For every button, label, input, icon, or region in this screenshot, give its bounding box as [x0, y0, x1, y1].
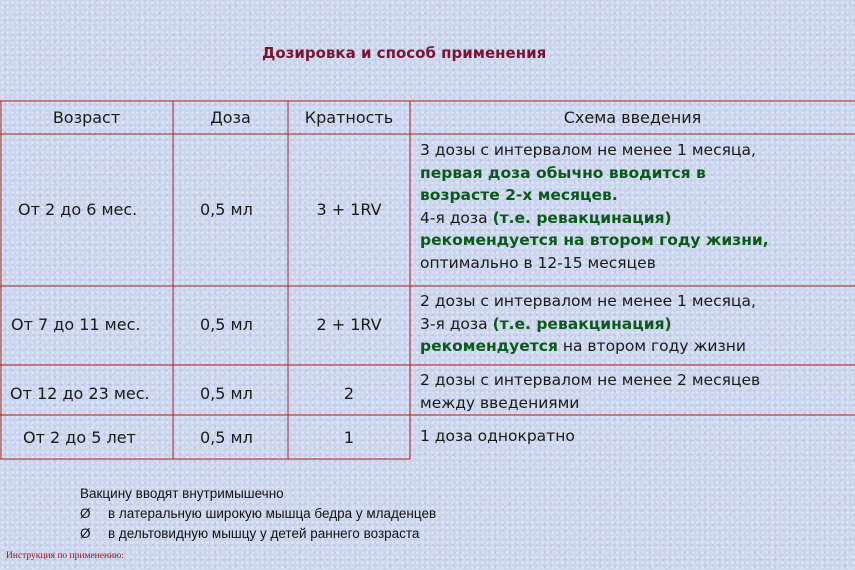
schema-line [420, 162, 769, 185]
schema-line [420, 425, 575, 448]
arrow-bullet-icon: Ø [80, 526, 91, 541]
row3-schema [420, 369, 760, 414]
schema-highlight-text: рекомендуется [420, 337, 558, 355]
schema-text: 2 дозы с интервалом не менее 2 месяцев [420, 371, 761, 389]
schema-line [420, 252, 769, 275]
row1-schema [420, 139, 769, 274]
administration-notes [80, 484, 436, 544]
notes-intro: Вакцину вводят внутримышечно [80, 486, 284, 501]
notes-item [80, 504, 436, 524]
schema-text: 1 доза однократно [420, 427, 575, 445]
schema-line [420, 184, 769, 207]
schema-text: 3-я доза [420, 314, 493, 333]
schema-highlight-text: первая доза обычно вводится в [420, 163, 706, 182]
schema-text: 2 дозы с интервалом не менее 1 месяца, [420, 292, 756, 310]
schema-line [420, 207, 769, 230]
schema-line [420, 369, 760, 392]
schema-line [420, 290, 756, 313]
schema-line [420, 313, 756, 336]
row4-schema [420, 425, 575, 448]
schema-text: оптимально в 12-15 месяцев [420, 253, 656, 272]
row1-frequency: 3 + 1RV [316, 200, 382, 219]
row1-dose: 0,5 мл [200, 200, 253, 219]
schema-highlight-text: возрасте 2-х месяцев. [420, 186, 618, 204]
row3-age: От 12 до 23 мес. [10, 384, 150, 403]
header-frequency: Кратность [304, 108, 394, 127]
schema-line [420, 392, 760, 415]
row1-age: От 2 до 6 мес. [18, 200, 138, 219]
footer-source: Инструкция по применению: [6, 551, 124, 561]
row3-frequency: 2 [343, 384, 355, 403]
row2-age: От 7 до 11 мес. [11, 315, 141, 334]
arrow-bullet-icon: Ø [80, 506, 91, 521]
header-schema: Схема введения [563, 108, 702, 127]
schema-highlight-text: рекомендуется на втором году жизни, [420, 231, 769, 249]
schema-line [420, 229, 769, 252]
schema-highlight-text: (т.е. ревакцинация) [492, 314, 672, 333]
schema-text: на втором году жизни [557, 337, 746, 355]
schema-text: 4-я доза [420, 208, 493, 227]
notes-item [80, 524, 436, 544]
row2-frequency: 2 + 1RV [316, 315, 382, 334]
schema-text: 3 дозы с интервалом не менее 1 месяца, [420, 141, 756, 159]
notes-item-text: в латеральную широкую мышца бедра у младенцев [108, 506, 437, 521]
row4-dose: 0,5 мл [200, 428, 253, 447]
row4-age: От 2 до 5 лет [23, 428, 136, 447]
schema-line [420, 335, 756, 358]
notes-item-text: в дельтовидную мышцу у детей раннего возраста [108, 526, 420, 541]
schema-highlight-text: (т.е. ревакцинация) [492, 208, 672, 227]
row2-schema [420, 290, 756, 358]
schema-line [420, 139, 769, 162]
page-title: Дозировка и способ применения [262, 44, 547, 62]
row4-frequency: 1 [343, 428, 355, 447]
row2-dose: 0,5 мл [200, 315, 253, 334]
schema-text: между введениями [420, 393, 580, 412]
header-dose: Доза [210, 108, 251, 127]
header-age: Возраст [52, 108, 121, 127]
row3-dose: 0,5 мл [200, 384, 253, 403]
